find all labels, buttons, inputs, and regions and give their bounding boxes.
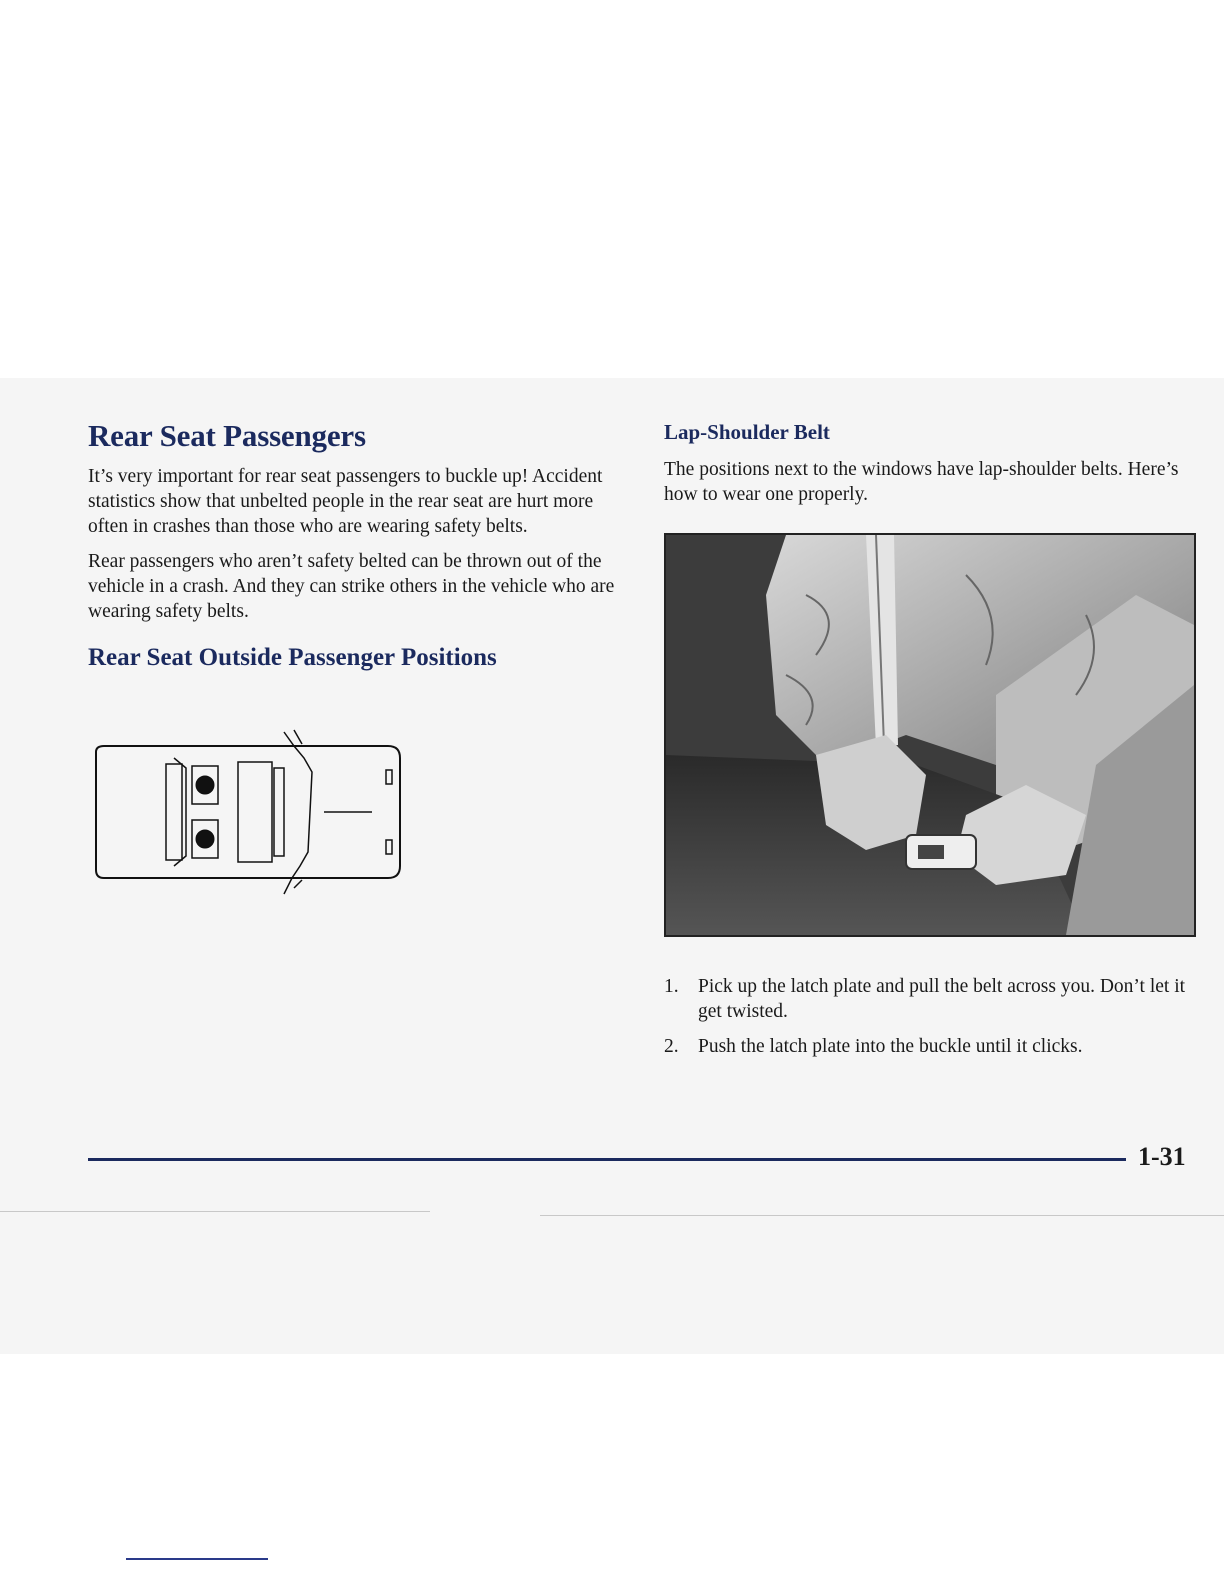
subsection-heading: Rear Seat Outside Passenger Positions <box>88 644 497 671</box>
section-heading: Rear Seat Passengers <box>88 418 366 453</box>
step-number: 2. <box>664 1036 679 1057</box>
page-number: 1-31 <box>1138 1142 1186 1171</box>
step-number: 1. <box>664 976 679 997</box>
seatbelt-photo <box>664 533 1196 937</box>
list-item <box>664 1034 1194 1059</box>
bottom-rule <box>126 1558 268 1560</box>
right-column <box>664 418 1194 517</box>
footer-rule <box>88 1158 1126 1161</box>
scan-artifact-line <box>540 1215 1224 1216</box>
intro-paragraph: The positions next to the windows have lap-shoulder belts. Here’s how to wear one properly. <box>664 459 1179 505</box>
scan-artifact-line <box>0 1211 430 1212</box>
paragraph: It’s very important for rear seat passengers to buckle up! Accident statistics show that unbelted people in the rear seat are hurt more often in crashes than those who are wearing safety belts. <box>88 466 603 537</box>
seatbelt-illustration <box>666 535 1194 935</box>
left-column <box>88 418 618 672</box>
vehicle-seating-diagram <box>88 728 408 908</box>
list-item <box>664 974 1194 1024</box>
paragraph: Rear passengers who aren’t safety belted can be thrown out of the vehicle in a crash. And they can strike others in the vehicle who are wearing safety belts. <box>88 551 615 622</box>
step-text: Pick up the latch plate and pull the belt across you. Don’t let it get twisted. <box>698 976 1186 1022</box>
instruction-list <box>664 974 1194 1069</box>
section-heading: Lap-Shoulder Belt <box>664 420 830 444</box>
step-text: Push the latch plate into the buckle until it clicks. <box>698 1036 1083 1057</box>
